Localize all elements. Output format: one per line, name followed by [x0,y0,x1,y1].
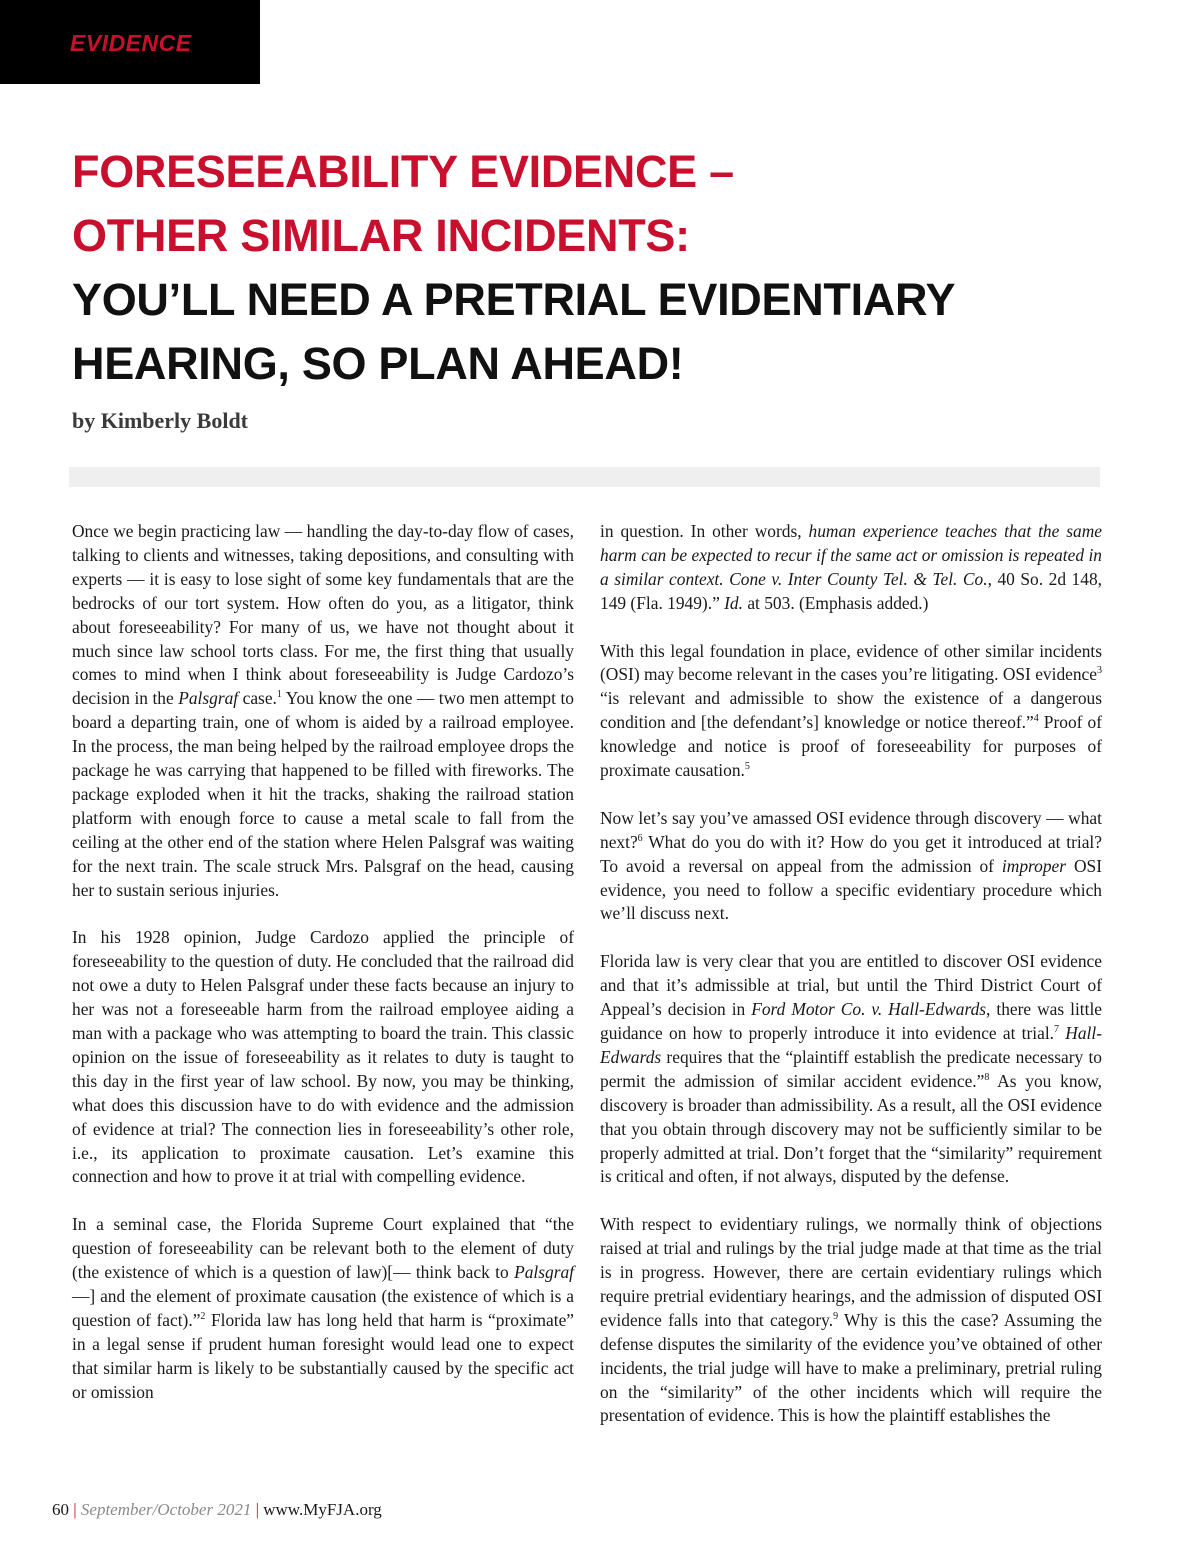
citation-id: Id. [724,592,743,613]
footnote-ref: 4 [1033,713,1039,725]
paragraph: Once we begin practicing law — handling the day-to-day flow of cases, talking to clients and witnesses, taking depositions, and consulting with experts — it is easy to lose sight of some key fundamentals that are the bedrocks of our tort system. How often do you, as a litigator, think about foreseeability? For many of us, we have not thought about it much since law school torts class. For me, the first thing that usually comes to mind when I think about foreseeability is Judge Cardozo’s decision in the Palsgraf case.$^1$ You know the one — two men attempt to board a departing train, one of whom is aided by a railroad employee. In the process, the man being helped by the railroad employee drops the package he was carrying that happened to be filled with fireworks. The package exploded when it hit the tracks, shaking the railroad station platform with enough force to cause a metal scale to fall from the ceiling at the other end of the station where Helen Palsgraf was waiting for the next train. The scale struck Mrs. Palsgraf on the head, causing her to sustain serious injuries. [72,521,574,900]
footer-separator: | [69,1500,81,1519]
footnote-ref: 8 [984,1072,990,1083]
footer-separator: | [251,1500,264,1519]
paragraph: With this legal foundation in place, evidence of other similar incidents (OSI) may become relevant in the cases you’re litigating. OSI evidence$^3$ “is relevant and admissible to show the existence of a dangerous condition and [the defendant’s] knowledge or notice thereof.”$^4$ Proof of knowledge and notice is proof of foreseeability for purposes of proximate causation.$^5$ [600,640,1102,781]
case-name: Hall-Edwards [600,1022,1102,1067]
footnote-ref: 5 [744,761,750,773]
title-black-line-1: YOU’LL NEED A PRETRIAL EVIDENTIARY [72,274,956,325]
footnote-ref: 3 [1097,665,1102,677]
paragraph: Now let’s say you’ve amassed OSI evidence through discovery — what next?$^6$ What do you do with it? How do you get it introduced at trial? To avoid a reversal on appeal from the admission of improper OSI evidence, you need to follow a specific evidentiary procedure which we’ll discuss next. [600,807,1102,924]
case-name: Palsgraf [514,1262,574,1283]
footnote-ref: 1 [276,689,282,701]
website-link[interactable]: www.MyFJA.org [263,1500,382,1519]
emphasis-quote: human experience teaches that the same harm can be expected to recur if the same act or omission is repeated in a similar context. Cone v. Inter County Tel. & Tel. Co. [600,521,1102,589]
footnote-ref: 2 [200,1311,206,1323]
footnote-ref: 6 [637,832,643,844]
paragraph: With respect to evidentiary rulings, we normally think of objections raised at trial and rulings by the trial judge made at that time as the trial is in progress. However, there are certain evidentiary rulings which require pretrial evidentiary hearings, and the admission of disputed OSI evidence falls into that category.$^9$ Why is this the case? Assuming the defense disputes the similarity of the evidence you’ve obtained of other incidents, the trial judge will have to make a preliminary, pretrial ruling on the “similarity” of the other incidents which will require the presentation of evidence. This is how the plaintiff establishes the [600,1214,1102,1426]
page-footer [52,1500,382,1520]
paragraph: Florida law is very clear that you are entitled to discover OSI evidence and that it’s admissible at trial, but until the Third District Court of Appeal’s decision in Ford Motor Co. v. Hall-Edwards, there was little guidance on how to properly introduce it into evidence at trial.$^7$ Hall-Edwards requires that the “plaintiff establish the predicate necessary to permit the admission of similar accident evidence.”$^8$ As you know, discovery is broader than admissibility. As a result, all the OSI evidence that you obtain through discovery may not be sufficiently similar to be properly admitted at trial. Don’t forget that the “similarity” requirement is critical and often, if not always, disputed by the defense. [600,951,1102,1187]
title-red-line-1: FORESEEABILITY EVIDENCE – [72,146,734,197]
footnote-ref: 9 [833,1311,839,1323]
emphasis-word: improper [1001,855,1067,876]
issue-date: September/October 2021 [80,1500,252,1519]
title-black-line-2: HEARING, SO PLAN AHEAD! [72,338,684,389]
body-column-right [600,520,1102,1452]
article-title [72,140,1132,396]
paragraph: In a seminal case, the Florida Supreme Court explained that “the question of foreseeability can be relevant both to the element of duty (the existence of which is a question of law)[— think back to Palsgraf —] and the element of proximate causation (the existence of which is a question of fact).”$^2$ Florida law has long held that harm is “proximate” in a legal sense if prudent human foresight would lead one to expect that similar harm is likely to be substantially caused by the specific act or omission [72,1214,575,1402]
footnote-ref: 7 [1054,1024,1060,1036]
byline: by Kimberly Boldt [72,408,249,433]
title-red-line-2: OTHER SIMILAR INCIDENTS: [72,210,690,261]
case-name: Palsgraf [178,688,239,709]
paragraph: In his 1928 opinion, Judge Cardozo applied the principle of foreseeability to the question of duty. He concluded that the railroad did not owe a duty to Helen Palsgraf under these facts because an injury to her was not a foreseeable harm from the railroad employee aiding a man with a package who was attempting to board the train. This classic opinion on the issue of foreseeability as it relates to duty is taught to this day in the first year of law school. By now, you may be thinking, what does this discussion have to do with evidence and the admission of evidence at trial? The connection lies in foreseeability’s other role, i.e., its application to proximate causation. Let’s examine this connection and how to prove it at trial with compelling evidence. [72,927,574,1187]
section-label: EVIDENCE [70,30,192,56]
divider-bar [69,467,1100,487]
case-name: Ford Motor Co. v. Hall-Edwards [751,999,987,1020]
section-tab [0,0,260,84]
paragraph: in question. In other words, human experience teaches that the same harm can be expected to recur if the same act or omission is repeated in a similar context. Cone v. Inter County Tel. & Tel. Co., 40 So. 2d 148, 149 (Fla. 1949).” Id. at 503. (Emphasis added.) [600,521,1102,613]
page-number: 60 [52,1500,69,1519]
body-column-left [72,520,574,1428]
